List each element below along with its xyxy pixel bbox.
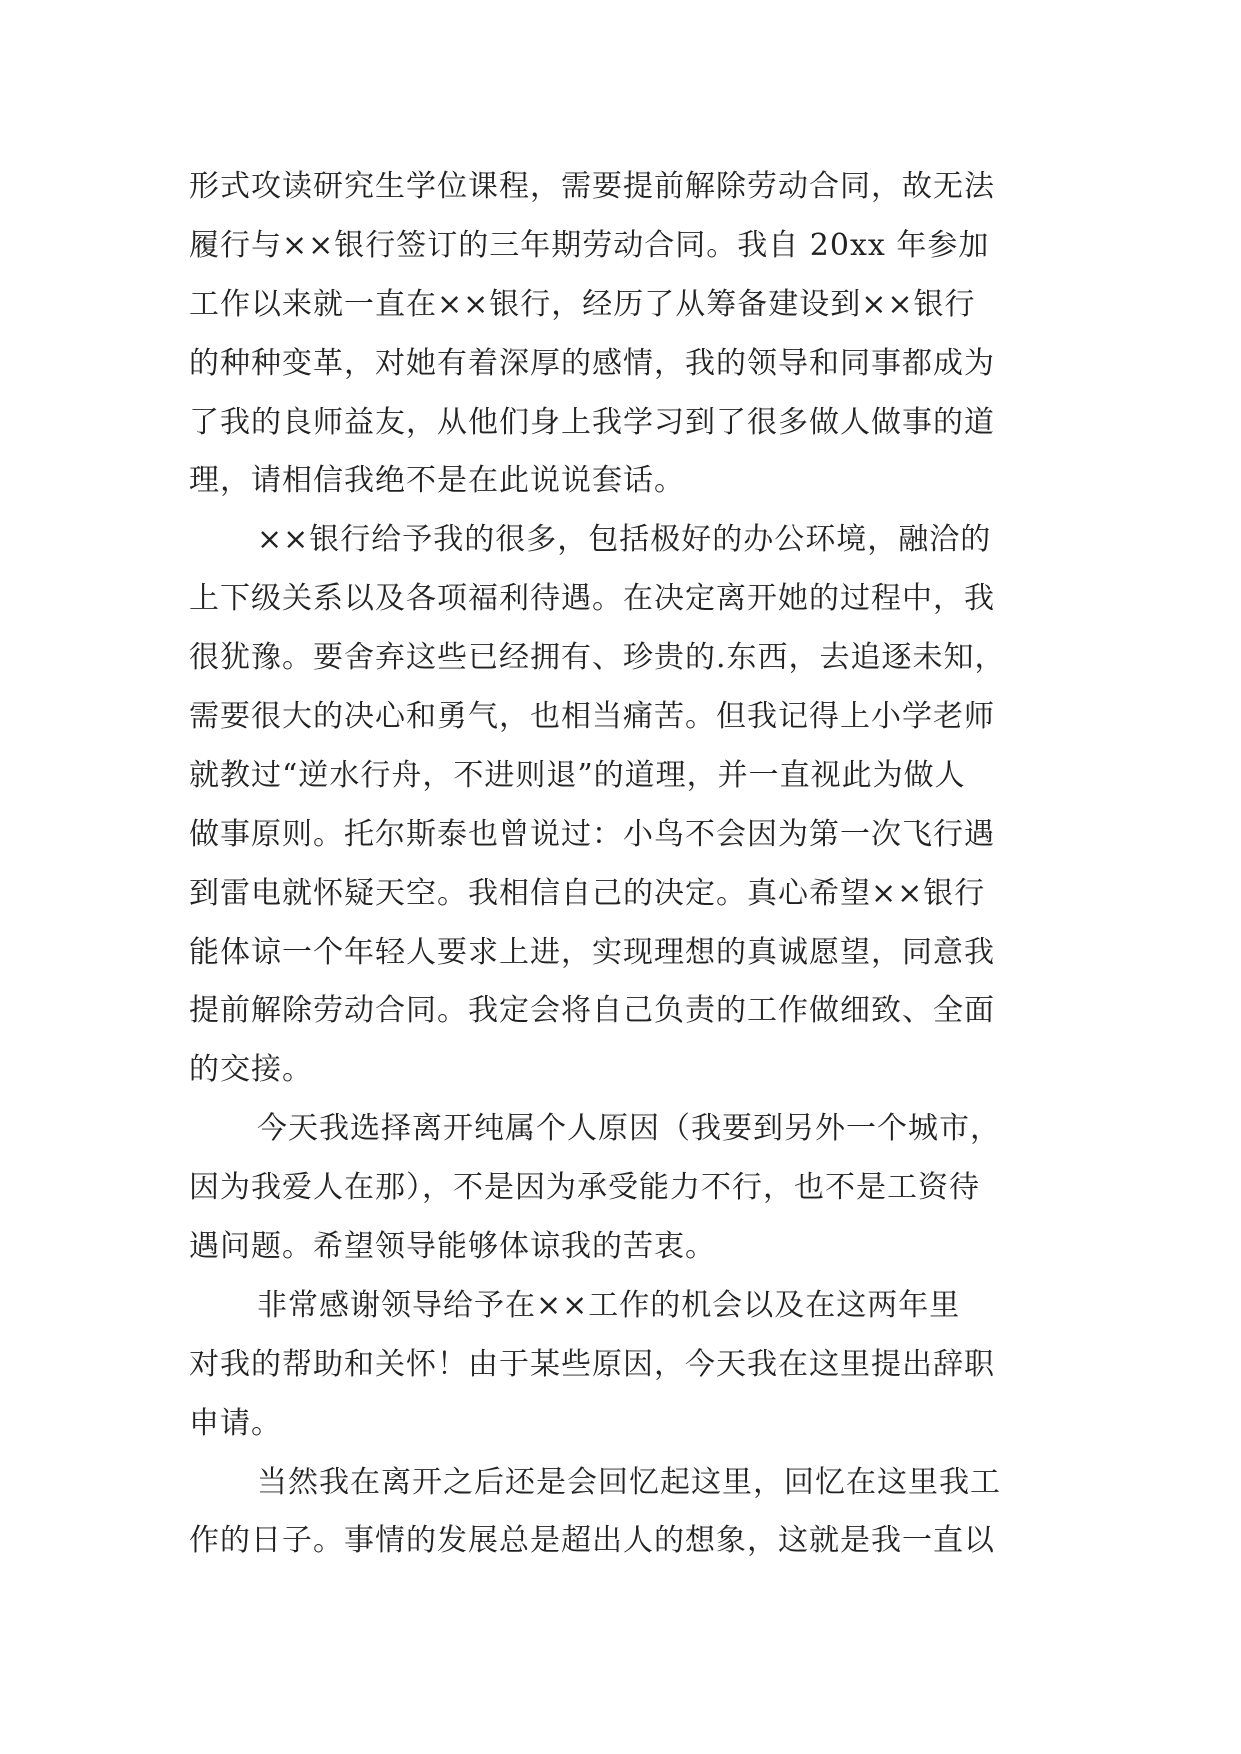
text-line: 能体谅一个年轻人要求上进，实现理想的真诚愿望，同意我: [189, 934, 995, 970]
letter-body: [189, 158, 1059, 1571]
text-line: 需要很大的决心和勇气，也相当痛苦。但我记得上小学老师: [189, 699, 995, 735]
text-line: 工作以来就一直在××银行，经历了从筹备建设到××银行: [189, 286, 976, 322]
text-line: 了我的良师益友，从他们身上我学习到了很多做人做事的道: [189, 404, 995, 440]
text-line: 很犹豫。要舍弃这些已经拥有、珍贵的.东西，去追逐未知，: [189, 640, 1006, 676]
paragraph-first-line: 当然我在离开之后还是会回忆起这里，回忆在这里我工: [257, 1464, 1001, 1500]
text-line: 做事原则。托尔斯泰也曾说过：小鸟不会因为第一次飞行遇: [189, 816, 995, 852]
text-line: 理，请相信我绝不是在此说说套话。: [189, 463, 685, 499]
text-line: 对我的帮助和关怀！由于某些原因，今天我在这里提出辞职: [189, 1346, 995, 1382]
paragraph-first-line: 今天我选择离开纯属个人原因（我要到另外一个城市，: [257, 1111, 1001, 1147]
paragraph-first-line: ××银行给予我的很多，包括极好的办公环境，融洽的: [257, 522, 992, 558]
text-line: 作的日子。事情的发展总是超出人的想象，这就是我一直以: [189, 1523, 995, 1559]
paragraph-first-line: 非常感谢领导给予在××工作的机会以及在这两年里: [257, 1287, 961, 1323]
text-line: 申请。: [189, 1405, 282, 1441]
text-line: 到雷电就怀疑天空。我相信自己的决定。真心希望××银行: [189, 875, 986, 911]
text-line: 履行与××银行签订的三年期劳动合同。我自 20xx 年参加: [189, 227, 990, 263]
text-line: 形式攻读研究生学位课程，需要提前解除劳动合同，故无法: [189, 169, 995, 204]
text-line: 因为我爱人在那），不是因为承受能力不行，也不是工资待: [189, 1170, 980, 1206]
text-line: 就教过“逆水行舟，不进则退”的道理，并一直视此为做人: [189, 757, 966, 793]
text-line: 的交接。: [189, 1052, 313, 1088]
text-line: 上下级关系以及各项福利待遇。在决定离开她的过程中，我: [189, 581, 995, 617]
text-line: 提前解除劳动合同。我定会将自己负责的工作做细致、全面: [189, 993, 995, 1029]
text-line: 遇问题。希望领导能够体谅我的苦衷。: [189, 1229, 716, 1265]
text-line: 的种种变革，对她有着深厚的感情，我的领导和同事都成为: [189, 345, 995, 381]
